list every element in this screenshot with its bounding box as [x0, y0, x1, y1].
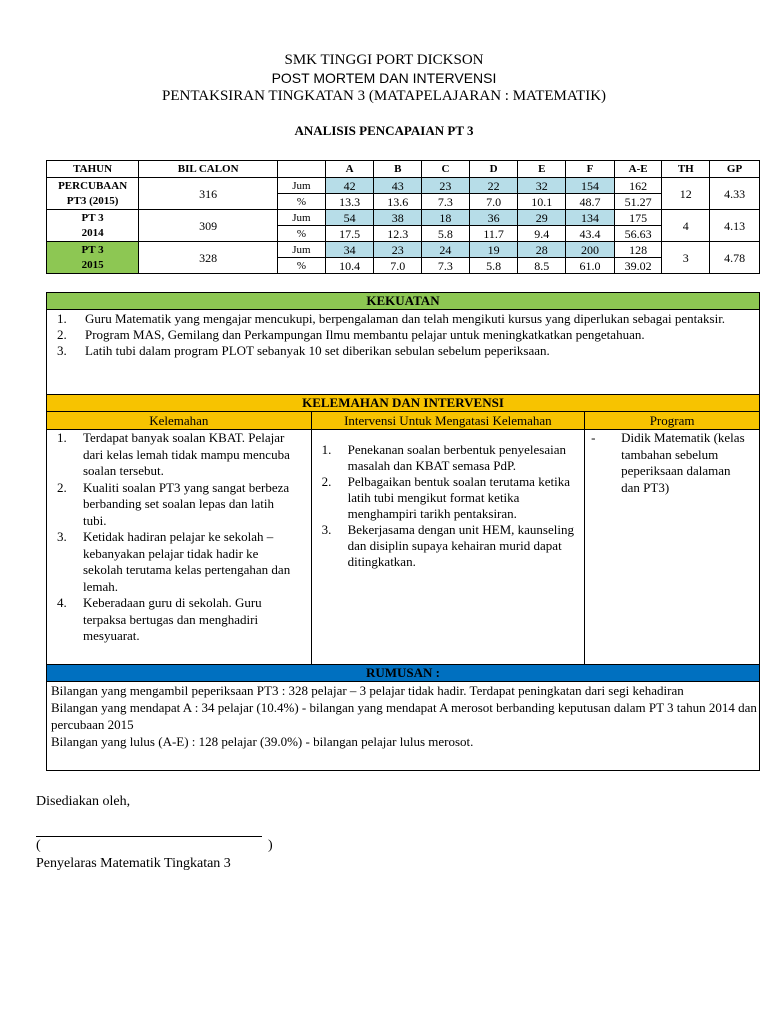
list-item	[47, 480, 311, 530]
item-number: 1.	[57, 430, 67, 445]
year-cell	[47, 178, 139, 210]
pct-cell: 51.27	[614, 194, 662, 210]
item-text: Program MAS, Gemilang dan Perkampungan Ilmu membantu pelajar untuk meningkatkatkan pengetahuan.	[85, 327, 645, 342]
header-blank	[278, 161, 326, 178]
intervention-list	[312, 430, 585, 570]
item-number: 1.	[321, 442, 332, 457]
program-item	[585, 430, 759, 496]
list-item	[47, 430, 311, 480]
pct-cell: 7.3	[422, 194, 470, 210]
th-cell: 3	[662, 242, 710, 274]
jum-cell: 36	[469, 210, 518, 226]
year-line2: 2014	[81, 226, 104, 239]
jum-cell: 38	[374, 210, 422, 226]
weakness-list	[47, 430, 311, 645]
header-tahun: TAHUN	[47, 161, 139, 178]
pct-cell: 7.0	[469, 194, 518, 210]
year-line1: PT 3	[81, 243, 104, 256]
header-f: F	[566, 161, 615, 178]
pct-cell: 61.0	[566, 258, 615, 274]
rumusan-line: Bilangan yang mendapat A : 34 pelajar (10.4%) - bilangan yang mendapat A merosot berbanding keputusan dalam PT 3 tahun 2014 dan percubaan 2015	[51, 700, 757, 732]
jum-cell: 43	[374, 178, 422, 194]
header-a: A	[325, 161, 374, 178]
item-text: Kualiti soalan PT3 yang sangat berbeza berbanding set soalan lepas dan latih tubi.	[83, 479, 290, 528]
score-row-jum	[47, 178, 760, 194]
kelemahan-col-header: Kelemahan	[47, 412, 312, 430]
gp-cell: 4.13	[710, 210, 760, 242]
pct-cell: 17.5	[325, 226, 374, 242]
pct-cell: 39.02	[614, 258, 662, 274]
intervensi-col-header: Intervensi Untuk Mengatasi Kelemahan	[311, 412, 585, 430]
item-text: Bekerjasama dengan unit HEM, kaunseling dan disiplin supaya kehairan murid dapat ditingkatkan.	[347, 522, 574, 569]
document-subtitle: POST MORTEM DAN INTERVENSI	[271, 70, 497, 86]
signature-line	[36, 836, 262, 837]
year-line2: PT3 (2015)	[66, 194, 119, 207]
list-item	[312, 522, 585, 570]
item-number: 3.	[57, 343, 67, 358]
jum-cell: 29	[518, 210, 566, 226]
item-text: Penekanan soalan berbentuk penyelesaian masalah dan KBAT semasa PdP.	[347, 442, 566, 473]
year-line2: 2015	[81, 258, 104, 271]
candidates-cell: 316	[139, 178, 278, 210]
item-text: Terdapat banyak soalan KBAT. Pelajar dari kelas lemah tidak mampu mencuba soalan tersebut.	[83, 430, 290, 478]
jum-cell: 175	[614, 210, 662, 226]
kelemahan-title: KELEMAHAN DAN INTERVENSI	[47, 395, 760, 412]
item-number: 2.	[321, 474, 332, 489]
candidates-cell: 328	[139, 242, 278, 274]
item-text: Guru Matematik yang mengajar mencukupi, berpengalaman dan telah mengikuti kursus yang diperlukan sebagai pentaksir.	[85, 311, 726, 326]
prepared-by: Disediakan oleh,	[36, 794, 131, 809]
assessment-title: PENTAKSIRAN TINGKATAN 3 (MATAPELAJARAN : MATEMATIK)	[161, 88, 607, 104]
pct-cell: 9.4	[518, 226, 566, 242]
jum-cell: 34	[325, 242, 374, 258]
list-item	[47, 327, 759, 343]
jum-cell: 32	[518, 178, 566, 194]
header-b: B	[374, 161, 422, 178]
jum-cell: 154	[566, 178, 615, 194]
jum-cell: 28	[518, 242, 566, 258]
list-item	[47, 529, 311, 595]
pct-cell: 7.0	[374, 258, 422, 274]
score-row-jum	[47, 210, 760, 226]
score-table	[46, 160, 760, 274]
jum-cell: 24	[422, 242, 470, 258]
rumusan-content	[47, 682, 760, 771]
header-bil-calon: BIL CALON	[139, 161, 278, 178]
item-text: Ketidak hadiran pelajar ke sekolah – kebanyakan pelajar tidak hadir ke sekolah terutama kelas pertengahan dan lemah.	[83, 529, 291, 594]
item-number: 2.	[57, 479, 67, 495]
jum-cell: 42	[325, 178, 374, 194]
item-text: Latih tubi dalam program PLOT sebanyak 10 set diberikan sebulan sebelum peperiksaan.	[85, 343, 550, 358]
item-number: 2.	[57, 327, 67, 342]
gp-cell: 4.33	[710, 178, 760, 210]
list-item	[312, 474, 585, 522]
pct-cell: 12.3	[374, 226, 422, 242]
kekuatan-list	[47, 310, 759, 359]
year-line1: PERCUBAAN	[58, 179, 128, 192]
rumusan-line: Bilangan yang mengambil peperiksaan PT3 : 328 pelajar – 3 pelajar tidak hadir. Terdapat peningkatan dari segi kehadiran	[51, 683, 684, 698]
pct-cell: 10.1	[518, 194, 566, 210]
th-cell: 12	[662, 178, 710, 210]
jum-cell: 23	[374, 242, 422, 258]
kekuatan-title: KEKUATAN	[47, 293, 760, 310]
item-number: 4.	[57, 595, 67, 610]
list-item	[47, 343, 759, 359]
jum-cell: 134	[566, 210, 615, 226]
pct-cell: 43.4	[566, 226, 615, 242]
list-item	[47, 595, 311, 645]
year-cell	[47, 242, 139, 274]
pct-cell: 48.7	[566, 194, 615, 210]
section-title: ANALISIS PENCAPAIAN PT 3	[294, 123, 474, 138]
header-c: C	[422, 161, 470, 178]
jum-cell: 19	[469, 242, 518, 258]
jum-label: Jum	[278, 210, 326, 226]
pct-cell: 5.8	[469, 258, 518, 274]
pct-cell: 10.4	[325, 258, 374, 274]
rumusan-title: RUMUSAN :	[47, 665, 760, 682]
coordinator-role: Penyelaras Matematik Tingkatan 3	[36, 856, 231, 871]
year-cell	[47, 210, 139, 242]
jum-cell: 23	[422, 178, 470, 194]
school-name: SMK TINGGI PORT DICKSON	[284, 52, 484, 68]
jum-cell: 18	[422, 210, 470, 226]
paren-close: )	[268, 838, 273, 853]
program-dash: -	[591, 430, 596, 445]
pct-cell: 7.3	[422, 258, 470, 274]
jum-cell: 54	[325, 210, 374, 226]
pct-label: %	[278, 258, 326, 274]
pct-cell: 8.5	[518, 258, 566, 274]
jum-label: Jum	[278, 242, 326, 258]
pct-label: %	[278, 226, 326, 242]
item-number: 3.	[57, 529, 67, 544]
pct-cell: 56.63	[614, 226, 662, 242]
jum-cell: 200	[566, 242, 615, 258]
header-e: E	[518, 161, 566, 178]
header-gp: GP	[710, 161, 760, 178]
program-text: Didik Matematik (kelas tambahan sebelum peperiksaan dalaman dan PT3)	[621, 430, 745, 495]
header-d: D	[469, 161, 518, 178]
jum-cell: 22	[469, 178, 518, 194]
list-item	[47, 311, 759, 327]
item-number: 1.	[57, 311, 67, 326]
paren-open: (	[36, 838, 41, 853]
item-number: 3.	[321, 522, 332, 537]
year-line1: PT 3	[81, 211, 104, 224]
item-text: Pelbagaikan bentuk soalan terutama ketika latih tubi mengikut format ketika menghampiri tarikh pentaksiran.	[347, 474, 570, 521]
analysis-table	[46, 292, 760, 771]
jum-cell: 162	[614, 178, 662, 194]
score-row-jum	[47, 242, 760, 258]
gp-cell: 4.78	[710, 242, 760, 274]
header-a-e: A-E	[614, 161, 662, 178]
pct-cell: 5.8	[422, 226, 470, 242]
pct-cell: 11.7	[469, 226, 518, 242]
rumusan-line: Bilangan yang lulus (A-E) : 128 pelajar (39.0%) - bilangan pelajar lulus merosot.	[51, 734, 474, 749]
pct-cell: 13.6	[374, 194, 422, 210]
item-text: Keberadaan guru di sekolah. Guru terpaksa bertugas dan menghadiri mesyuarat.	[83, 595, 262, 643]
list-item	[312, 442, 585, 474]
pct-cell: 13.3	[325, 194, 374, 210]
header-th: TH	[662, 161, 710, 178]
jum-label: Jum	[278, 178, 326, 194]
pct-label: %	[278, 194, 326, 210]
score-header-row	[47, 161, 760, 178]
jum-cell: 128	[614, 242, 662, 258]
th-cell: 4	[662, 210, 710, 242]
candidates-cell: 309	[139, 210, 278, 242]
program-col-header: Program	[585, 412, 760, 430]
